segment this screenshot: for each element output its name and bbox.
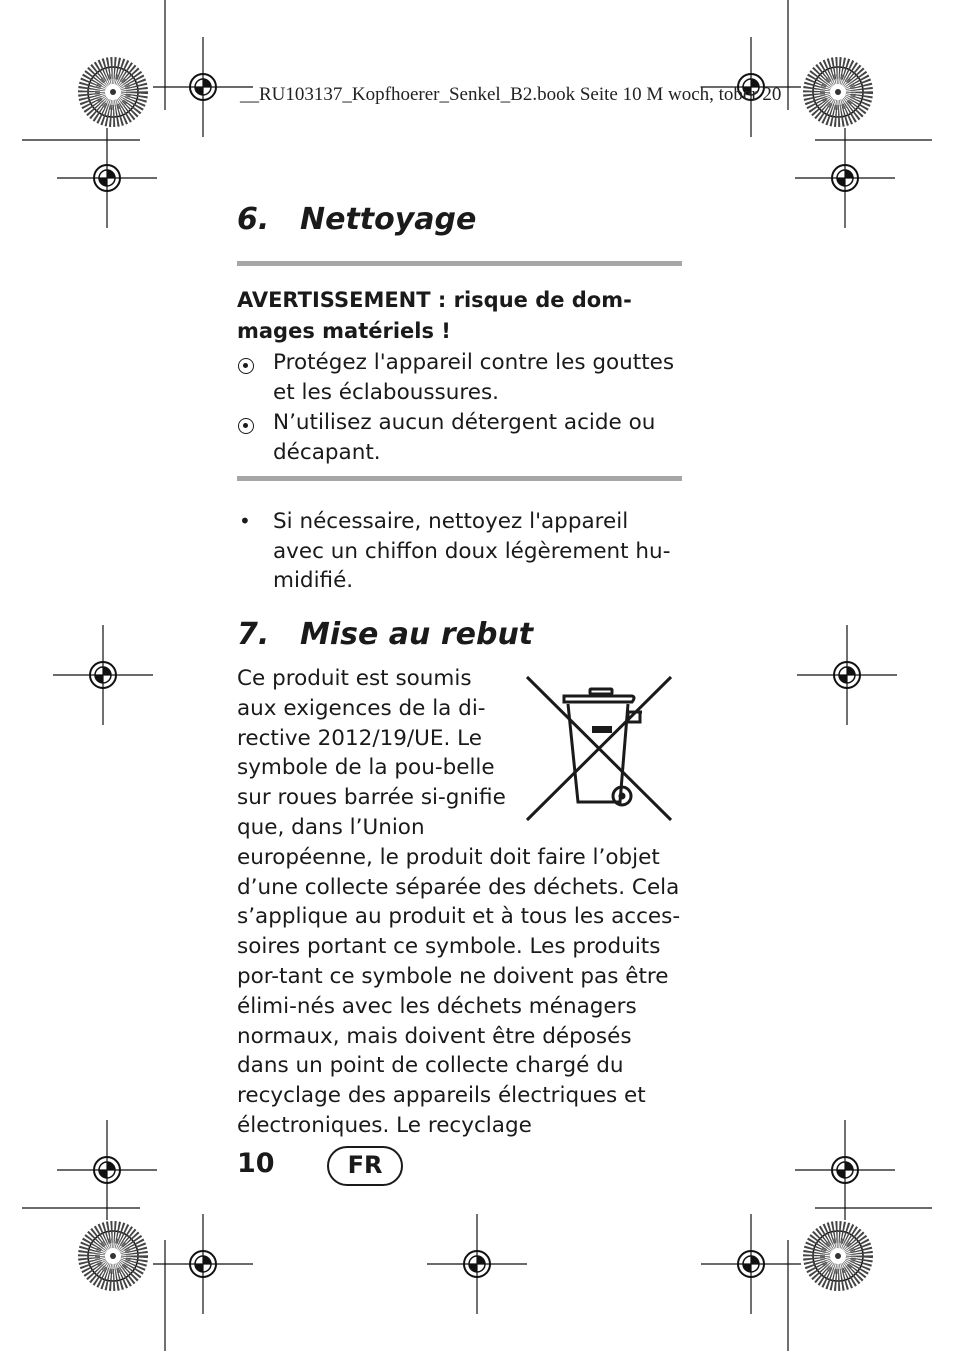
body-text: européenne, le produit doit faire l’objet d’une collecte séparée des déchets. Cela s’applique au produit et à tous les acces-soires portant ce symbole. Les produits por-tant ce symbole ne doivent pas être élimi-nés avec les déchets ménagers normaux, mais doivent être déposés dans un point de collecte chargé du recyclage des appareils électriques et électroniques. Le recyclage: [237, 844, 681, 1138]
list-item: Protégez l'appareil contre les gouttes et les éclaboussures.: [237, 348, 682, 407]
language-badge: FR: [327, 1146, 403, 1186]
section-number: 7.: [237, 617, 270, 652]
section-title: Nettoyage: [300, 202, 477, 237]
section-number: 6.: [237, 202, 270, 237]
wrapped-text: Ce produit est soumis aux exigences de la di-rective 2012/19/UE. Le symbole de la pou-belle sur roues barrée si-gnifie que, dans l’Union: [237, 666, 506, 840]
section-heading-nettoyage: [237, 202, 476, 237]
warning-list: [237, 348, 682, 467]
warning-title: AVERTISSEMENT : risque de dom-mages matériels !: [237, 288, 632, 343]
section-title: Mise au rebut: [300, 617, 534, 652]
prohibition-icon: [238, 418, 254, 434]
warning-box-top-rule: [237, 261, 682, 266]
page-number: 10: [237, 1148, 275, 1179]
crossed-out-wheelie-bin-icon: [524, 672, 674, 827]
warning-box-bottom-rule: [237, 476, 682, 481]
print-file-header: __RU103137_Kopfhoerer_Senkel_B2.book Seite 10 M woch, tober 20: [240, 84, 782, 105]
list-item: N’utilisez aucun détergent acide ou décapant.: [237, 408, 682, 467]
prohibition-icon: [238, 358, 254, 374]
instruction-list: [237, 507, 682, 596]
bullet-icon: •: [239, 509, 251, 533]
list-item: • Si nécessaire, nettoyez l'appareil avec un chiffon doux légèrement hu-midifié.: [239, 509, 671, 593]
section-heading-mise-au-rebut: [237, 617, 533, 652]
